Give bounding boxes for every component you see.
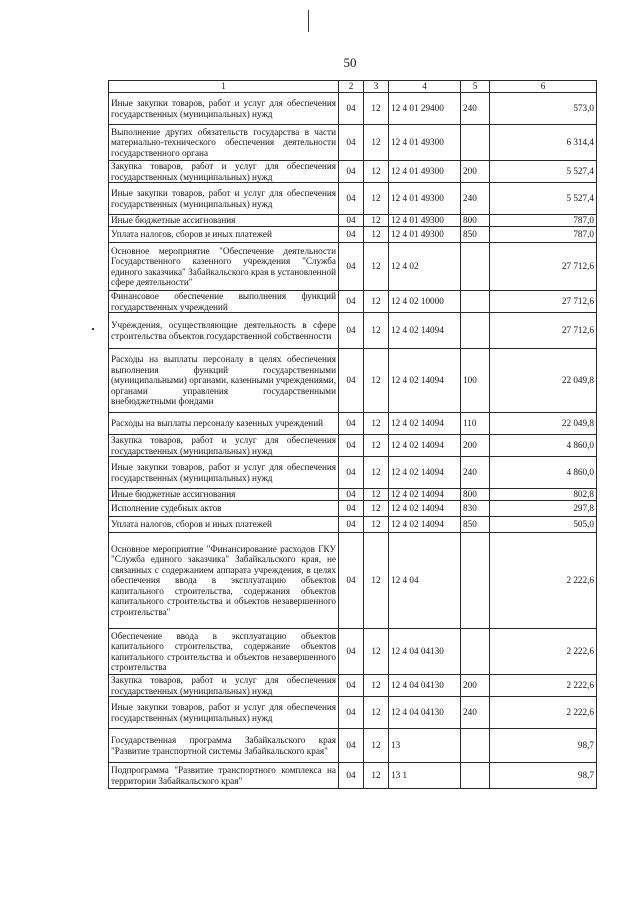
item-name: Выполнение других обязательств государства в части материально-технического обеспечения деятельности государственного органа <box>109 125 339 161</box>
table-row <box>109 763 597 789</box>
amount-value: 22 049,8 <box>490 413 597 435</box>
chapter-code: 04 <box>339 161 364 183</box>
target-article-code: 12 4 01 49300 <box>389 161 461 183</box>
target-article-code: 12 4 02 14094 <box>389 517 461 533</box>
target-article-code: 12 4 02 14094 <box>389 313 461 349</box>
item-name: Основное мероприятие "Финансирование расходов ГКУ "Служба единого заказчика" Забайкальского края, не связанных с содержанием аппарата учреждения, в целях обеспечения ввода в эксплуатацию объектов капитального строительства, содержания объектов капитального строительства и объектов незавершенного строительства" <box>109 533 339 629</box>
table-row <box>109 125 597 161</box>
target-article-code: 12 4 04 <box>389 533 461 629</box>
amount-value: 27 712,6 <box>490 243 597 291</box>
amount-value: 2 222,6 <box>490 533 597 629</box>
expense-type-code: 200 <box>461 435 490 457</box>
target-article-code: 13 <box>389 729 461 763</box>
amount-value: 297,8 <box>490 501 597 517</box>
subsection-code: 12 <box>364 313 389 349</box>
amount-value: 4 860,0 <box>490 435 597 457</box>
subsection-code: 12 <box>364 489 389 501</box>
chapter-code: 04 <box>339 183 364 215</box>
table-row <box>109 501 597 517</box>
expense-type-code <box>461 243 490 291</box>
item-name: Основное мероприятие "Обеспечение деятельности Государственного казенного учреждения "Служба единого заказчика" Забайкальского края в установленной сфере деятельности" <box>109 243 339 291</box>
amount-value: 27 712,6 <box>490 313 597 349</box>
subsection-code: 12 <box>364 243 389 291</box>
target-article-code: 12 4 04 04130 <box>389 675 461 697</box>
target-article-code: 12 4 02 14094 <box>389 489 461 501</box>
subsection-code: 12 <box>364 413 389 435</box>
subsection-code: 12 <box>364 183 389 215</box>
table-row <box>109 227 597 243</box>
item-name: Иные закупки товаров, работ и услуг для обеспечения государственных (муниципальных) нужд <box>109 697 339 729</box>
chapter-code: 04 <box>339 533 364 629</box>
amount-value: 22 049,8 <box>490 349 597 413</box>
subsection-code: 12 <box>364 533 389 629</box>
subsection-code: 12 <box>364 435 389 457</box>
expense-type-code <box>461 313 490 349</box>
subsection-code: 12 <box>364 125 389 161</box>
subsection-code: 12 <box>364 161 389 183</box>
target-article-code: 12 4 02 10000 <box>389 291 461 313</box>
table-row <box>109 183 597 215</box>
table-row <box>109 215 597 227</box>
expense-type-code <box>461 125 490 161</box>
chapter-code: 04 <box>339 517 364 533</box>
chapter-code: 04 <box>339 501 364 517</box>
item-name: Иные закупки товаров, работ и услуг для обеспечения государственных (муниципальных) нужд <box>109 457 339 489</box>
amount-value: 98,7 <box>490 763 597 789</box>
amount-value: 27 712,6 <box>490 291 597 313</box>
chapter-code: 04 <box>339 675 364 697</box>
item-name: Иные бюджетные ассигнования <box>109 489 339 501</box>
table-row <box>109 697 597 729</box>
table-row <box>109 435 597 457</box>
target-article-code: 12 4 01 49300 <box>389 125 461 161</box>
expense-type-code <box>461 729 490 763</box>
chapter-code: 04 <box>339 125 364 161</box>
subsection-code: 12 <box>364 291 389 313</box>
target-article-code: 12 4 02 14094 <box>389 349 461 413</box>
chapter-code: 04 <box>339 697 364 729</box>
subsection-code: 12 <box>364 517 389 533</box>
target-article-code: 12 4 04 04130 <box>389 629 461 675</box>
amount-value: 4 860,0 <box>490 457 597 489</box>
column-header: 6 <box>490 81 597 93</box>
amount-value: 2 222,6 <box>490 697 597 729</box>
subsection-code: 12 <box>364 697 389 729</box>
subsection-code: 12 <box>364 629 389 675</box>
table-row <box>109 313 597 349</box>
item-name: Обеспечение ввода в эксплуатацию объектов капитального строительства, содержание объектов капитального строительства и объектов незавершенного строительства <box>109 629 339 675</box>
chapter-code: 04 <box>339 763 364 789</box>
table-row <box>109 243 597 291</box>
amount-value: 5 527,4 <box>490 183 597 215</box>
chapter-code: 04 <box>339 349 364 413</box>
table-row <box>109 629 597 675</box>
chapter-code: 04 <box>339 413 364 435</box>
column-header: 2 <box>339 81 364 93</box>
table-row <box>109 161 597 183</box>
amount-value: 2 222,6 <box>490 629 597 675</box>
table-row <box>109 729 597 763</box>
scan-mark <box>308 10 309 32</box>
item-name: Финансовое обеспечение выполнения функций государственных учреждений <box>109 291 339 313</box>
item-name: Уплата налогов, сборов и иных платежей <box>109 517 339 533</box>
table-row <box>109 457 597 489</box>
subsection-code: 12 <box>364 457 389 489</box>
item-name: Закупка товаров, работ и услуг для обеспечения государственных (муниципальных) нужд <box>109 675 339 697</box>
subsection-code: 12 <box>364 93 389 125</box>
column-header: 4 <box>389 81 461 93</box>
expense-type-code: 200 <box>461 161 490 183</box>
expense-type-code: 850 <box>461 227 490 243</box>
column-header: 1 <box>109 81 339 93</box>
amount-value: 6 314,4 <box>490 125 597 161</box>
chapter-code: 04 <box>339 313 364 349</box>
item-name: Иные бюджетные ассигнования <box>109 215 339 227</box>
amount-value: 98,7 <box>490 729 597 763</box>
subsection-code: 12 <box>364 763 389 789</box>
subsection-code: 12 <box>364 501 389 517</box>
amount-value: 787,0 <box>490 227 597 243</box>
expense-type-code: 110 <box>461 413 490 435</box>
chapter-code: 04 <box>339 457 364 489</box>
expense-type-code <box>461 533 490 629</box>
expense-type-code: 800 <box>461 489 490 501</box>
amount-value: 5 527,4 <box>490 161 597 183</box>
target-article-code: 12 4 01 49300 <box>389 183 461 215</box>
chapter-code: 04 <box>339 215 364 227</box>
header-row <box>109 81 597 93</box>
target-article-code: 12 4 01 49300 <box>389 215 461 227</box>
budget-table <box>108 80 597 789</box>
expense-type-code <box>461 291 490 313</box>
expense-type-code: 850 <box>461 517 490 533</box>
chapter-code: 04 <box>339 729 364 763</box>
amount-value: 505,0 <box>490 517 597 533</box>
item-name: Уплата налогов, сборов и иных платежей <box>109 227 339 243</box>
amount-value: 787,0 <box>490 215 597 227</box>
target-article-code: 12 4 02 14094 <box>389 435 461 457</box>
target-article-code: 12 4 02 14094 <box>389 457 461 489</box>
target-article-code: 12 4 01 49300 <box>389 227 461 243</box>
table-row <box>109 533 597 629</box>
target-article-code: 12 4 01 29400 <box>389 93 461 125</box>
expense-type-code: 240 <box>461 457 490 489</box>
expense-type-code: 240 <box>461 93 490 125</box>
subsection-code: 12 <box>364 227 389 243</box>
page-number: 50 <box>343 55 357 70</box>
item-name: Учреждения, осуществляющие деятельность в сфере строительства объектов государственной собственности <box>109 313 339 349</box>
column-header: 5 <box>461 81 490 93</box>
target-article-code: 13 1 <box>389 763 461 789</box>
expense-type-code: 830 <box>461 501 490 517</box>
amount-value: 2 222,6 <box>490 675 597 697</box>
expense-type-code: 800 <box>461 215 490 227</box>
expense-type-code: 240 <box>461 697 490 729</box>
subsection-code: 12 <box>364 729 389 763</box>
expense-type-code: 200 <box>461 675 490 697</box>
table-row <box>109 291 597 313</box>
column-header: 3 <box>364 81 389 93</box>
item-name: Иные закупки товаров, работ и услуг для обеспечения государственных (муниципальных) нужд <box>109 93 339 125</box>
item-name: Исполнение судебных актов <box>109 501 339 517</box>
target-article-code: 12 4 02 14094 <box>389 413 461 435</box>
scan-dot <box>92 328 94 330</box>
target-article-code: 12 4 04 04130 <box>389 697 461 729</box>
expense-type-code: 100 <box>461 349 490 413</box>
chapter-code: 04 <box>339 227 364 243</box>
amount-value: 573,0 <box>490 93 597 125</box>
item-name: Иные закупки товаров, работ и услуг для обеспечения государственных (муниципальных) нужд <box>109 183 339 215</box>
subsection-code: 12 <box>364 349 389 413</box>
table-row <box>109 517 597 533</box>
item-name: Закупка товаров, работ и услуг для обеспечения государственных (муниципальных) нужд <box>109 435 339 457</box>
expense-type-code <box>461 763 490 789</box>
item-name: Расходы на выплаты персоналу в целях обеспечения выполнения функций государственными (муниципальными) органами, казенными учреждениями, органами управления государственными внебюджетными фондами <box>109 349 339 413</box>
item-name: Закупка товаров, работ и услуг для обеспечения государственных (муниципальных) нужд <box>109 161 339 183</box>
table-row <box>109 93 597 125</box>
target-article-code: 12 4 02 <box>389 243 461 291</box>
amount-value: 802,8 <box>490 489 597 501</box>
chapter-code: 04 <box>339 489 364 501</box>
chapter-code: 04 <box>339 243 364 291</box>
target-article-code: 12 4 02 14094 <box>389 501 461 517</box>
item-name: Расходы на выплаты персоналу казенных учреждений <box>109 413 339 435</box>
item-name: Подпрограмма "Развитие транспортного комплекса на территории Забайкальского края" <box>109 763 339 789</box>
expense-type-code <box>461 629 490 675</box>
table-row <box>109 675 597 697</box>
chapter-code: 04 <box>339 435 364 457</box>
chapter-code: 04 <box>339 291 364 313</box>
item-name: Государственная программа Забайкальского края "Развитие транспортной системы Забайкальского края" <box>109 729 339 763</box>
subsection-code: 12 <box>364 675 389 697</box>
chapter-code: 04 <box>339 93 364 125</box>
table-row <box>109 349 597 413</box>
subsection-code: 12 <box>364 215 389 227</box>
table-row <box>109 489 597 501</box>
expense-type-code: 240 <box>461 183 490 215</box>
table-row <box>109 413 597 435</box>
chapter-code: 04 <box>339 629 364 675</box>
